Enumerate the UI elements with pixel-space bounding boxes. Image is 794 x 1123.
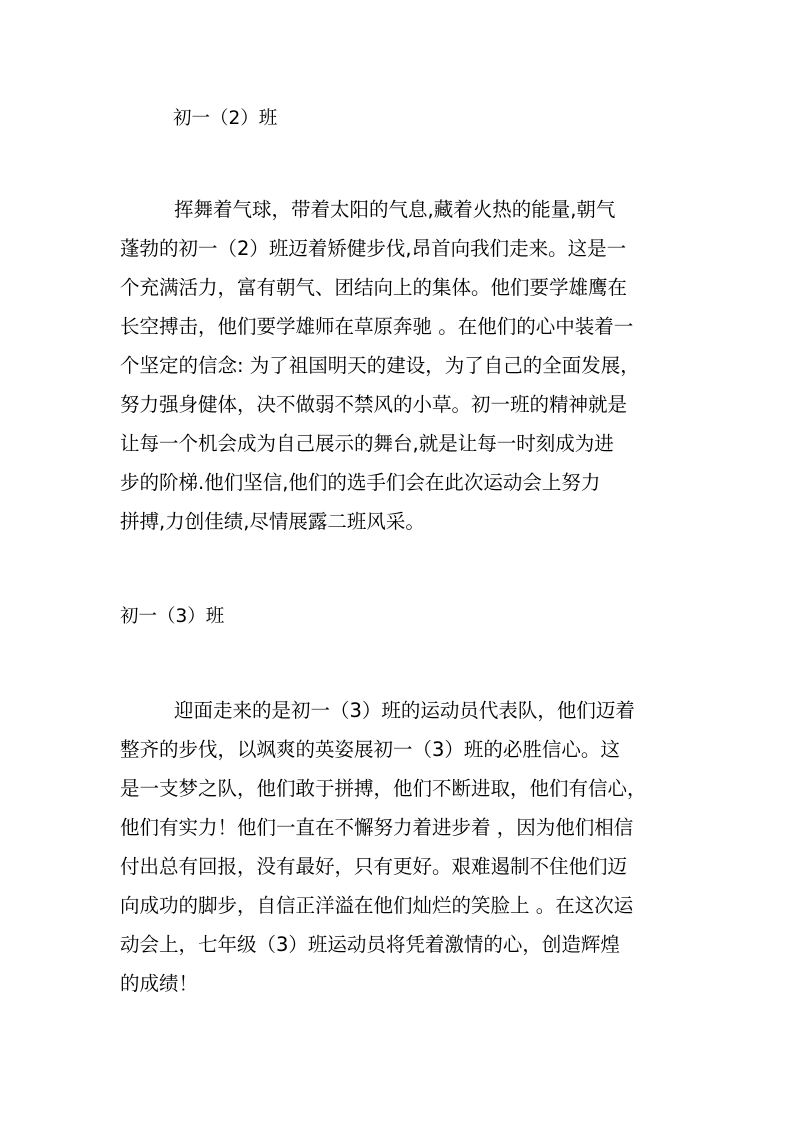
paragraph-line: 让每一个机会成为自己展示的舞台,就是让每一时刻成为进 [120, 432, 614, 455]
section-paragraph-class-2 [120, 190, 680, 541]
section-heading-class-2: 初一（2）班 [173, 108, 278, 129]
paragraph-line: 长空搏击，他们要学雄师在草原奔驰 。在他们的心中装着一 [120, 315, 634, 338]
paragraph-line: 个充满活力，富有朝气、团结向上的集体。他们要学雄鹰在 [120, 276, 628, 299]
paragraph-line: 蓬勃的初一（2）班迈着矫健步伐,昂首向我们走来。这是一 [120, 237, 627, 260]
paragraph-line: 付出总有回报，没有最好，只有更好。艰难遏制不住他们迈 [120, 855, 628, 878]
section-heading-class-3: 初一（3）班 [120, 606, 225, 627]
paragraph-line: 努力强身健体，决不做弱不禁风的小草。初一班的精神就是 [120, 393, 628, 416]
paragraph-line: 步的阶梯.他们坚信,他们的选手们会在此次运动会上努力 [120, 471, 601, 494]
paragraph-line: 他们有实力！他们一直在不懈努力着进步着 ，因为他们相信 [120, 816, 634, 839]
paragraph-line: 动会上，七年级（3）班运动员将凭着激情的心，创造辉煌 [120, 933, 620, 956]
paragraph-line: 整齐的步伐，以飒爽的英姿展初一（3）班的必胜信心。这 [120, 738, 620, 761]
paragraph-line: 的成绩！ [120, 972, 199, 995]
paragraph-line: 是一支梦之队，他们敢于拼搏，他们不断进取，他们有信心， [120, 777, 647, 800]
paragraph-line: 迎面走来的是初一（3）班的运动员代表队，他们迈着 [174, 699, 635, 722]
paragraph-line: 拼搏,力创佳绩,尽情展露二班风采。 [120, 510, 425, 533]
paragraph-line: 向成功的脚步，自信正洋溢在他们灿烂的笑脸上 。在这次运 [120, 894, 634, 917]
section-paragraph-class-3 [120, 691, 680, 1003]
paragraph-line: 个坚定的信念: 为了祖国明天的建设，为了自己的全面发展， [120, 354, 640, 377]
paragraph-line: 挥舞着气球，带着太阳的气息,藏着火热的能量,朝气 [174, 198, 616, 221]
